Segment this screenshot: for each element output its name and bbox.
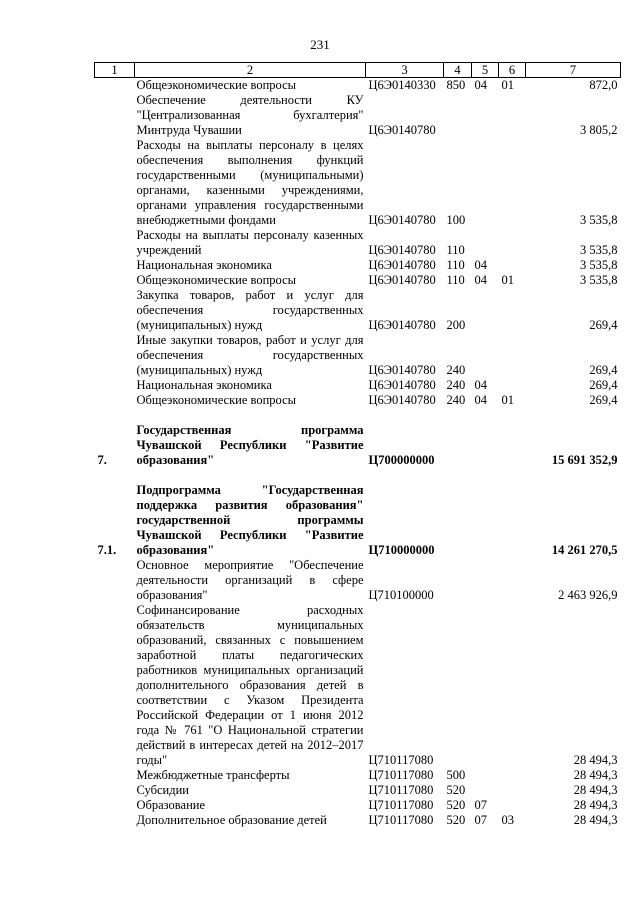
- amount: 28 494,3: [573, 768, 618, 782]
- table-row: [95, 138, 621, 228]
- row-name: Образование: [136, 798, 206, 812]
- subsection-code: 01: [501, 78, 514, 92]
- row-number: [95, 768, 135, 783]
- amount: 872,0: [589, 78, 618, 92]
- expense-type: 110: [446, 258, 465, 272]
- subsection-code: [499, 483, 526, 558]
- subsection-code: 01: [501, 273, 514, 287]
- row-number: [95, 288, 135, 333]
- row-name: Общеэкономические вопросы: [136, 393, 297, 407]
- row-number: [95, 258, 135, 273]
- column-header: 5: [472, 63, 499, 78]
- row-number: [95, 228, 135, 258]
- section-code: 07: [474, 813, 487, 827]
- section-code: [472, 603, 499, 768]
- amount: 269,4: [589, 363, 618, 377]
- amount: 28 494,3: [573, 798, 618, 812]
- target-article-code: Ц6Э0140780: [368, 393, 436, 407]
- table-row: [95, 93, 621, 138]
- target-article-code: Ц710000000: [368, 543, 435, 557]
- row-name: Основное мероприятие "Обеспечение деятельности организаций в сфере образования": [136, 558, 364, 602]
- table-row: [95, 813, 621, 828]
- row-name: Иные закупки товаров, работ и услуг для обеспечения государственных (муниципальных) нужд: [136, 333, 364, 377]
- subsection-code: 03: [501, 813, 514, 827]
- expense-type: [444, 423, 472, 468]
- subsection-code: [499, 423, 526, 468]
- section-code: [472, 138, 499, 228]
- column-header: 6: [499, 63, 526, 78]
- subsection-code: [499, 258, 526, 273]
- target-article-code: Ц6Э0140780: [368, 318, 436, 332]
- table-row: [95, 798, 621, 813]
- section-code: 04: [474, 273, 487, 287]
- section-code: [472, 333, 499, 378]
- row-number: 7.1.: [97, 543, 117, 557]
- row-number: [95, 93, 135, 138]
- subsection-code: [499, 558, 526, 603]
- table-row: [95, 768, 621, 783]
- target-article-code: Ц710100000: [368, 588, 434, 602]
- target-article-code: Ц710117080: [368, 798, 434, 812]
- subsection-code: [499, 603, 526, 768]
- table-row: [95, 783, 621, 798]
- amount: 28 494,3: [573, 813, 618, 827]
- budget-table: [94, 62, 621, 828]
- section-code: 04: [474, 393, 487, 407]
- amount: 269,4: [589, 318, 618, 332]
- expense-type: 520: [446, 798, 466, 812]
- row-name: Подпрограмма "Государственная поддержка развития образования" государственной программы Чувашской Республики "Развитие образования": [136, 483, 364, 557]
- amount: 3 535,8: [580, 213, 618, 227]
- target-article-code: Ц6Э0140780: [368, 258, 436, 272]
- subsection-code: [499, 333, 526, 378]
- subsection-code: [499, 378, 526, 393]
- table-row: [95, 273, 621, 288]
- section-code: 04: [474, 258, 487, 272]
- row-number: [95, 558, 135, 603]
- section-code: [472, 558, 499, 603]
- table-row: [95, 288, 621, 333]
- row-number: [95, 783, 135, 798]
- amount: 269,4: [589, 393, 618, 407]
- subsection-code: [499, 783, 526, 798]
- column-header: 7: [526, 63, 621, 78]
- row-number: [95, 273, 135, 288]
- target-article-code: Ц710117080: [368, 768, 434, 782]
- spacer-row: [95, 468, 621, 483]
- table-row: [95, 228, 621, 258]
- row-number: [95, 333, 135, 378]
- target-article-code: Ц6Э0140780: [368, 243, 436, 257]
- section-code: [472, 768, 499, 783]
- expense-type: 110: [446, 243, 465, 257]
- table-row: [95, 78, 621, 94]
- row-number: [95, 138, 135, 228]
- column-header: 1: [95, 63, 135, 78]
- section-code: [472, 288, 499, 333]
- amount: 3 805,2: [580, 123, 618, 137]
- table-row: [95, 558, 621, 603]
- row-number: [95, 378, 135, 393]
- table-body: [95, 78, 621, 829]
- table-row: [95, 393, 621, 408]
- expense-type: 850: [446, 78, 466, 92]
- row-number: [95, 78, 135, 94]
- expense-type: 520: [446, 783, 466, 797]
- table-row: [95, 483, 621, 558]
- row-name: Софинансирование расходных обязательств муниципальных образований, связанных с повышением заработной платы педагогических работников муниципальных организаций дополнительного образования детей в соответствии с Указом Президента Российской Федерации от 1 июня 2012 года № 761 "О Национальной стратегии действий в интересах детей на 2012–2017 годы": [136, 603, 364, 767]
- subsection-code: [499, 288, 526, 333]
- target-article-code: Ц6Э0140330: [368, 78, 436, 92]
- section-code: [472, 483, 499, 558]
- expense-type: 110: [446, 273, 465, 287]
- spacer-cell: [95, 408, 621, 423]
- column-header: 3: [366, 63, 444, 78]
- row-name: Расходы на выплаты персоналу казенных учреждений: [136, 228, 364, 257]
- amount: 14 261 270,5: [551, 543, 618, 557]
- row-name: Расходы на выплаты персоналу в целях обеспечения выполнения функций государственными (муниципальными) органами, казенными учреждениями, органами управления государственными внебюджетными фондами: [136, 138, 364, 227]
- table-row: [95, 423, 621, 468]
- section-code: [472, 423, 499, 468]
- table-row: [95, 603, 621, 768]
- row-number: [95, 813, 135, 828]
- section-code: [472, 93, 499, 138]
- subsection-code: [499, 228, 526, 258]
- target-article-code: Ц6Э0140780: [368, 273, 436, 287]
- amount: 3 535,8: [580, 258, 618, 272]
- section-code: [472, 228, 499, 258]
- table-row: [95, 258, 621, 273]
- row-name: Национальная экономика: [136, 378, 272, 392]
- row-name: Общеэкономические вопросы: [136, 273, 297, 287]
- section-code: 04: [474, 78, 487, 92]
- target-article-code: Ц6Э0140780: [368, 363, 436, 377]
- expense-type: 240: [446, 363, 466, 377]
- expense-type: [444, 93, 472, 138]
- amount: 2 463 926,9: [558, 588, 618, 602]
- expense-type: 240: [446, 378, 466, 392]
- subsection-code: 01: [501, 393, 514, 407]
- row-number: [95, 393, 135, 408]
- table-row: [95, 333, 621, 378]
- column-header: 2: [135, 63, 366, 78]
- row-name: Закупка товаров, работ и услуг для обеспечения государственных (муниципальных) нужд: [136, 288, 364, 332]
- subsection-code: [499, 768, 526, 783]
- section-code: [472, 783, 499, 798]
- row-name: Обеспечение деятельности КУ "Централизованная бухгалтерия" Минтруда Чувашии: [136, 93, 364, 137]
- target-article-code: Ц6Э0140780: [368, 123, 436, 137]
- expense-type: [444, 483, 472, 558]
- target-article-code: Ц710117080: [368, 813, 434, 827]
- target-article-code: Ц710117080: [368, 783, 434, 797]
- row-number: [95, 603, 135, 768]
- page-number: 231: [310, 37, 330, 52]
- amount: 269,4: [589, 378, 618, 392]
- expense-type: 500: [446, 768, 466, 782]
- expense-type: 520: [446, 813, 466, 827]
- row-name: Межбюджетные трансферты: [136, 768, 290, 782]
- row-number: [95, 798, 135, 813]
- expense-type: [444, 558, 472, 603]
- row-number: 7.: [97, 453, 107, 467]
- section-code: 07: [474, 798, 487, 812]
- row-name: Национальная экономика: [136, 258, 272, 272]
- spacer-cell: [95, 468, 621, 483]
- row-name: Субсидии: [136, 783, 189, 797]
- table-header: [95, 63, 621, 78]
- subsection-code: [499, 138, 526, 228]
- row-name: Общеэкономические вопросы: [136, 78, 297, 92]
- subsection-code: [499, 798, 526, 813]
- target-article-code: Ц710117080: [368, 753, 434, 767]
- table-row: [95, 378, 621, 393]
- amount: 28 494,3: [573, 783, 618, 797]
- expense-type: [444, 603, 472, 768]
- expense-type: 200: [446, 318, 466, 332]
- target-article-code: Ц6Э0140780: [368, 213, 436, 227]
- amount: 3 535,8: [580, 273, 618, 287]
- row-name: Государственная программа Чувашской Республики "Развитие образования": [136, 423, 364, 467]
- spacer-row: [95, 408, 621, 423]
- amount: 3 535,8: [580, 243, 618, 257]
- target-article-code: Ц700000000: [368, 453, 435, 467]
- row-name: Дополнительное образование детей: [136, 813, 327, 827]
- amount: 15 691 352,9: [551, 453, 618, 467]
- expense-type: 100: [446, 213, 466, 227]
- column-header: 4: [444, 63, 472, 78]
- expense-type: 240: [446, 393, 466, 407]
- subsection-code: [499, 93, 526, 138]
- amount: 28 494,3: [573, 753, 618, 767]
- section-code: 04: [474, 378, 487, 392]
- target-article-code: Ц6Э0140780: [368, 378, 436, 392]
